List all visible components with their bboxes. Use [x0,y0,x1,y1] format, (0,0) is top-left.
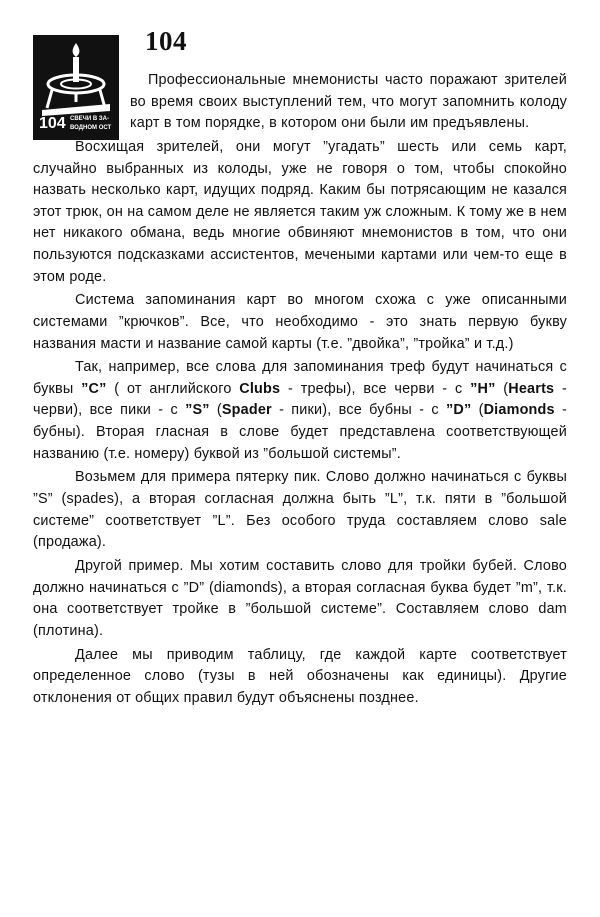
text-run: - бубны). Вторая гласная в слове будет представлена соответствующей названию (т.е. номеру) буквой из ”большой системы”. [33,402,567,462]
bold-letter: ”D” [445,402,472,419]
text-run: - трефы), все черви - с [280,380,471,397]
page-text [33,70,567,709]
paragraph: Другой пример. Мы хотим составить слово для тройки бубей. Слово должно начинаться с ”D” (diamonds), а вторая согласная буква будет ”m”, т.к. она соответствует тройке в ”большой системе”. Составляем слово dam (плотина). [33,558,567,639]
text-run: ( [209,402,222,419]
bold-word: Clubs [239,380,281,397]
bold-word: Diamonds [483,402,555,419]
paragraph: Далее мы приводим таблицу, где каждой карте соответствует определенное слово (тузы в ней обозначены как единицы). Другие отклонения от общих правил будут объяснены позднее. [33,646,567,706]
emblem-number: 104 [39,115,66,132]
bold-letter: ”S” [185,402,210,419]
text-run: Так, например, все слова для запоминания треф будут начинаться с буквы [33,359,567,397]
paragraph: Возьмем для примера пятерку пик. Слово должно начинаться с буквы ”S” (spades), а вторая согласная должна быть ”L”, т.к. пяти в ”большой системе” соответствует ”L”. Без особого труда составляем слово sale (продажа). [33,469,567,551]
text-run: - черви), все пики - с [33,380,567,419]
text-run: ( [495,380,509,397]
bold-letter: ”H” [470,380,496,397]
bold-word: Spader [221,402,272,419]
paragraph-suit-letters [33,357,567,465]
text-run: ( от английского [106,380,240,397]
paragraph: Система запоминания карт во многом схожа с уже описанными системами ”крючков”. Все, что необходимо - это знать первую букву названия масти и название самой карты (т.е. ”двойка”, ”тройка” и т.д.) [33,292,567,352]
bold-letter: ”C” [81,380,107,397]
paragraph: Профессиональные мнемонисты часто поражают зрителей во время своих выступлений тем, что могут запомнить колоду карт в том порядке, в котором они были им предъявлены. [130,72,567,132]
bold-word: Hearts [508,380,555,397]
text-run: - пики), все бубны - с [271,402,446,419]
page-number: 104 [145,26,187,56]
paragraph: Восхищая зрителей, они могут ”угадать” шесть или семь карт, случайно выбранных из колоды, уже не говоря о том, чтобы спокойно назвать несколько карт, идущих подряд. Каким бы потрясающим не казался этот трюк, он на самом деле не является таким уж сложным. К тому же в нем нет никакого обмана, ведь многие обвиняют мнемонистов в том, что они пользуются подсказками ассистентов, мечеными картами или чем-то еще в этом роде. [33,138,567,285]
emblem-caption-line1: СВЕЧИ В ЗА- [70,116,109,122]
text-run: ( [471,402,484,419]
emblem-caption-line2: ВОДНОМ ОСТ [70,125,112,131]
